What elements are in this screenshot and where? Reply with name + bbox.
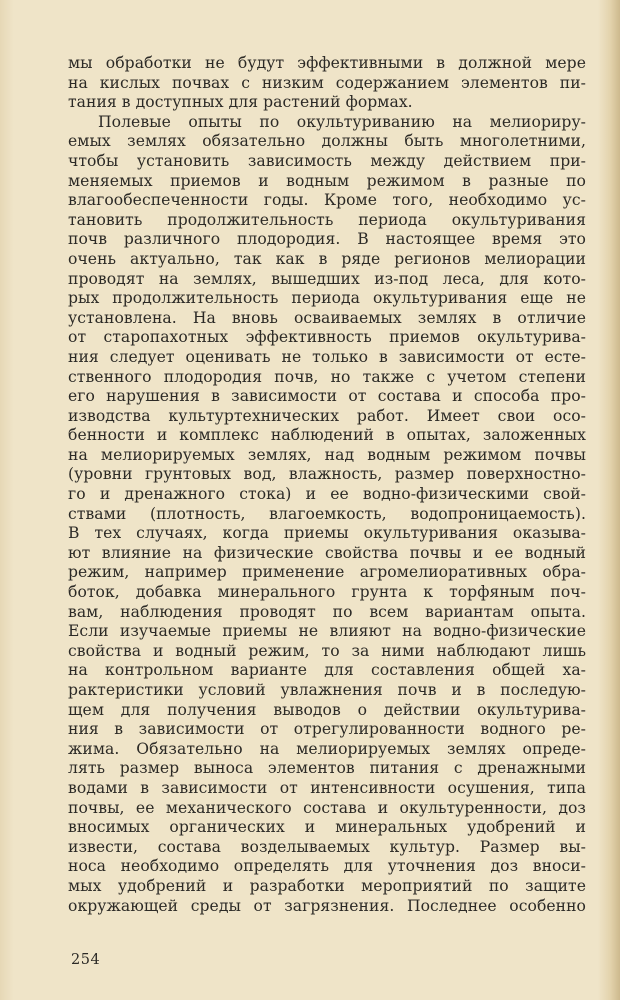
text-line: режим, например применение агромелиоративных обра- bbox=[68, 563, 586, 582]
text-line: от старопахотных эффективность приемов окультурива- bbox=[68, 328, 586, 347]
text-line: ния в зависимости от отрегулированности водного ре- bbox=[68, 720, 586, 739]
text-line: В тех случаях, когда приемы окультуривания оказыва- bbox=[68, 524, 586, 543]
page-left-shadow bbox=[0, 0, 14, 1000]
text-line: очень актуально, так как в ряде регионов мелиорации bbox=[68, 249, 586, 268]
text-line: его нарушения в зависимости от состава и способа про- bbox=[68, 387, 586, 406]
text-line: Полевые опыты по окультуриванию на мелиориру- bbox=[98, 112, 586, 131]
text-line: ственного плодородия почв, но также с учетом степени bbox=[68, 367, 586, 386]
text-line: тановить продолжительность периода окультуривания bbox=[68, 210, 586, 229]
text-line: изводства культуртехнических работ. Имеет свои осо- bbox=[68, 406, 586, 425]
text-line: влагообеспеченности годы. Кроме того, необходимо ус- bbox=[68, 191, 586, 210]
page-number: 254 bbox=[71, 952, 101, 968]
text-line: Если изучаемые приемы не влияют на водно-физические bbox=[68, 622, 586, 641]
text-line: боток, добавка минерального грунта к торфяным поч- bbox=[68, 583, 586, 602]
text-line: на мелиорируемых землях, над водным режимом почвы bbox=[68, 445, 586, 464]
text-line: лять размер выноса элементов питания с дренажными bbox=[68, 759, 586, 778]
body-text bbox=[68, 54, 586, 916]
text-line: вносимых органических и минеральных удобрений и bbox=[68, 818, 586, 837]
text-line: окружающей среды от загрязнения. Последнее особенно bbox=[68, 896, 586, 915]
text-line: тания в доступных для растений формах. bbox=[68, 93, 413, 112]
text-line: мы обработки не будут эффективными в должной мере bbox=[68, 54, 586, 72]
text-line: ствами (плотность, влагоемкость, водопроницаемость). bbox=[68, 504, 586, 523]
text-line: (уровни грунтовых вод, влажность, размер поверхностно- bbox=[68, 465, 586, 484]
text-line: водами в зависимости от интенсивности осушения, типа bbox=[68, 778, 586, 797]
text-line: носа необходимо определять для уточнения доз вноси- bbox=[68, 857, 586, 876]
text-line: емых землях обязательно должны быть многолетними, bbox=[68, 132, 586, 151]
text-line: ния следует оценивать не только в зависимости от есте- bbox=[68, 347, 586, 366]
text-line: на контрольном варианте для составления общей ха- bbox=[68, 661, 586, 680]
page-right-edge bbox=[598, 0, 620, 1000]
text-line: проводят на землях, вышедших из-под леса, для кото- bbox=[68, 269, 586, 288]
text-line: вам, наблюдения проводят по всем вариантам опыта. bbox=[68, 602, 586, 621]
text-line: извести, состава возделываемых культур. Размер вы- bbox=[68, 837, 586, 856]
text-line: бенности и комплекс наблюдений в опытах, заложенных bbox=[68, 426, 586, 445]
text-line: установлена. На вновь осваиваемых землях в отличие bbox=[68, 308, 586, 327]
text-line: рактеристики условий увлажнения почв и в последую- bbox=[68, 681, 586, 699]
text-line: меняемых приемов и водным режимом в разные по bbox=[68, 171, 586, 190]
text-line: го и дренажного стока) и ее водно-физическими свой- bbox=[68, 485, 586, 504]
text-line: чтобы установить зависимость между действием при- bbox=[68, 151, 586, 170]
text-line: свойства и водный режим, то за ними наблюдают лишь bbox=[68, 641, 586, 660]
text-line: ют влияние на физические свойства почвы и ее водный bbox=[68, 543, 586, 562]
text-line: рых продолжительность периода окультуривания еще не bbox=[68, 289, 586, 308]
text-line: на кислых почвах с низким содержанием элементов пи- bbox=[68, 73, 586, 92]
text-line: почвы, ее механического состава и окультуренности, доз bbox=[68, 798, 586, 817]
text-line: щем для получения выводов о действии окультурива- bbox=[68, 700, 586, 719]
text-line: почв различного плодородия. В настоящее время это bbox=[68, 230, 586, 249]
text-line: жима. Обязательно на мелиорируемых землях опреде- bbox=[68, 739, 586, 758]
text-line: мых удобрений и разработки мероприятий по защите bbox=[68, 876, 586, 895]
